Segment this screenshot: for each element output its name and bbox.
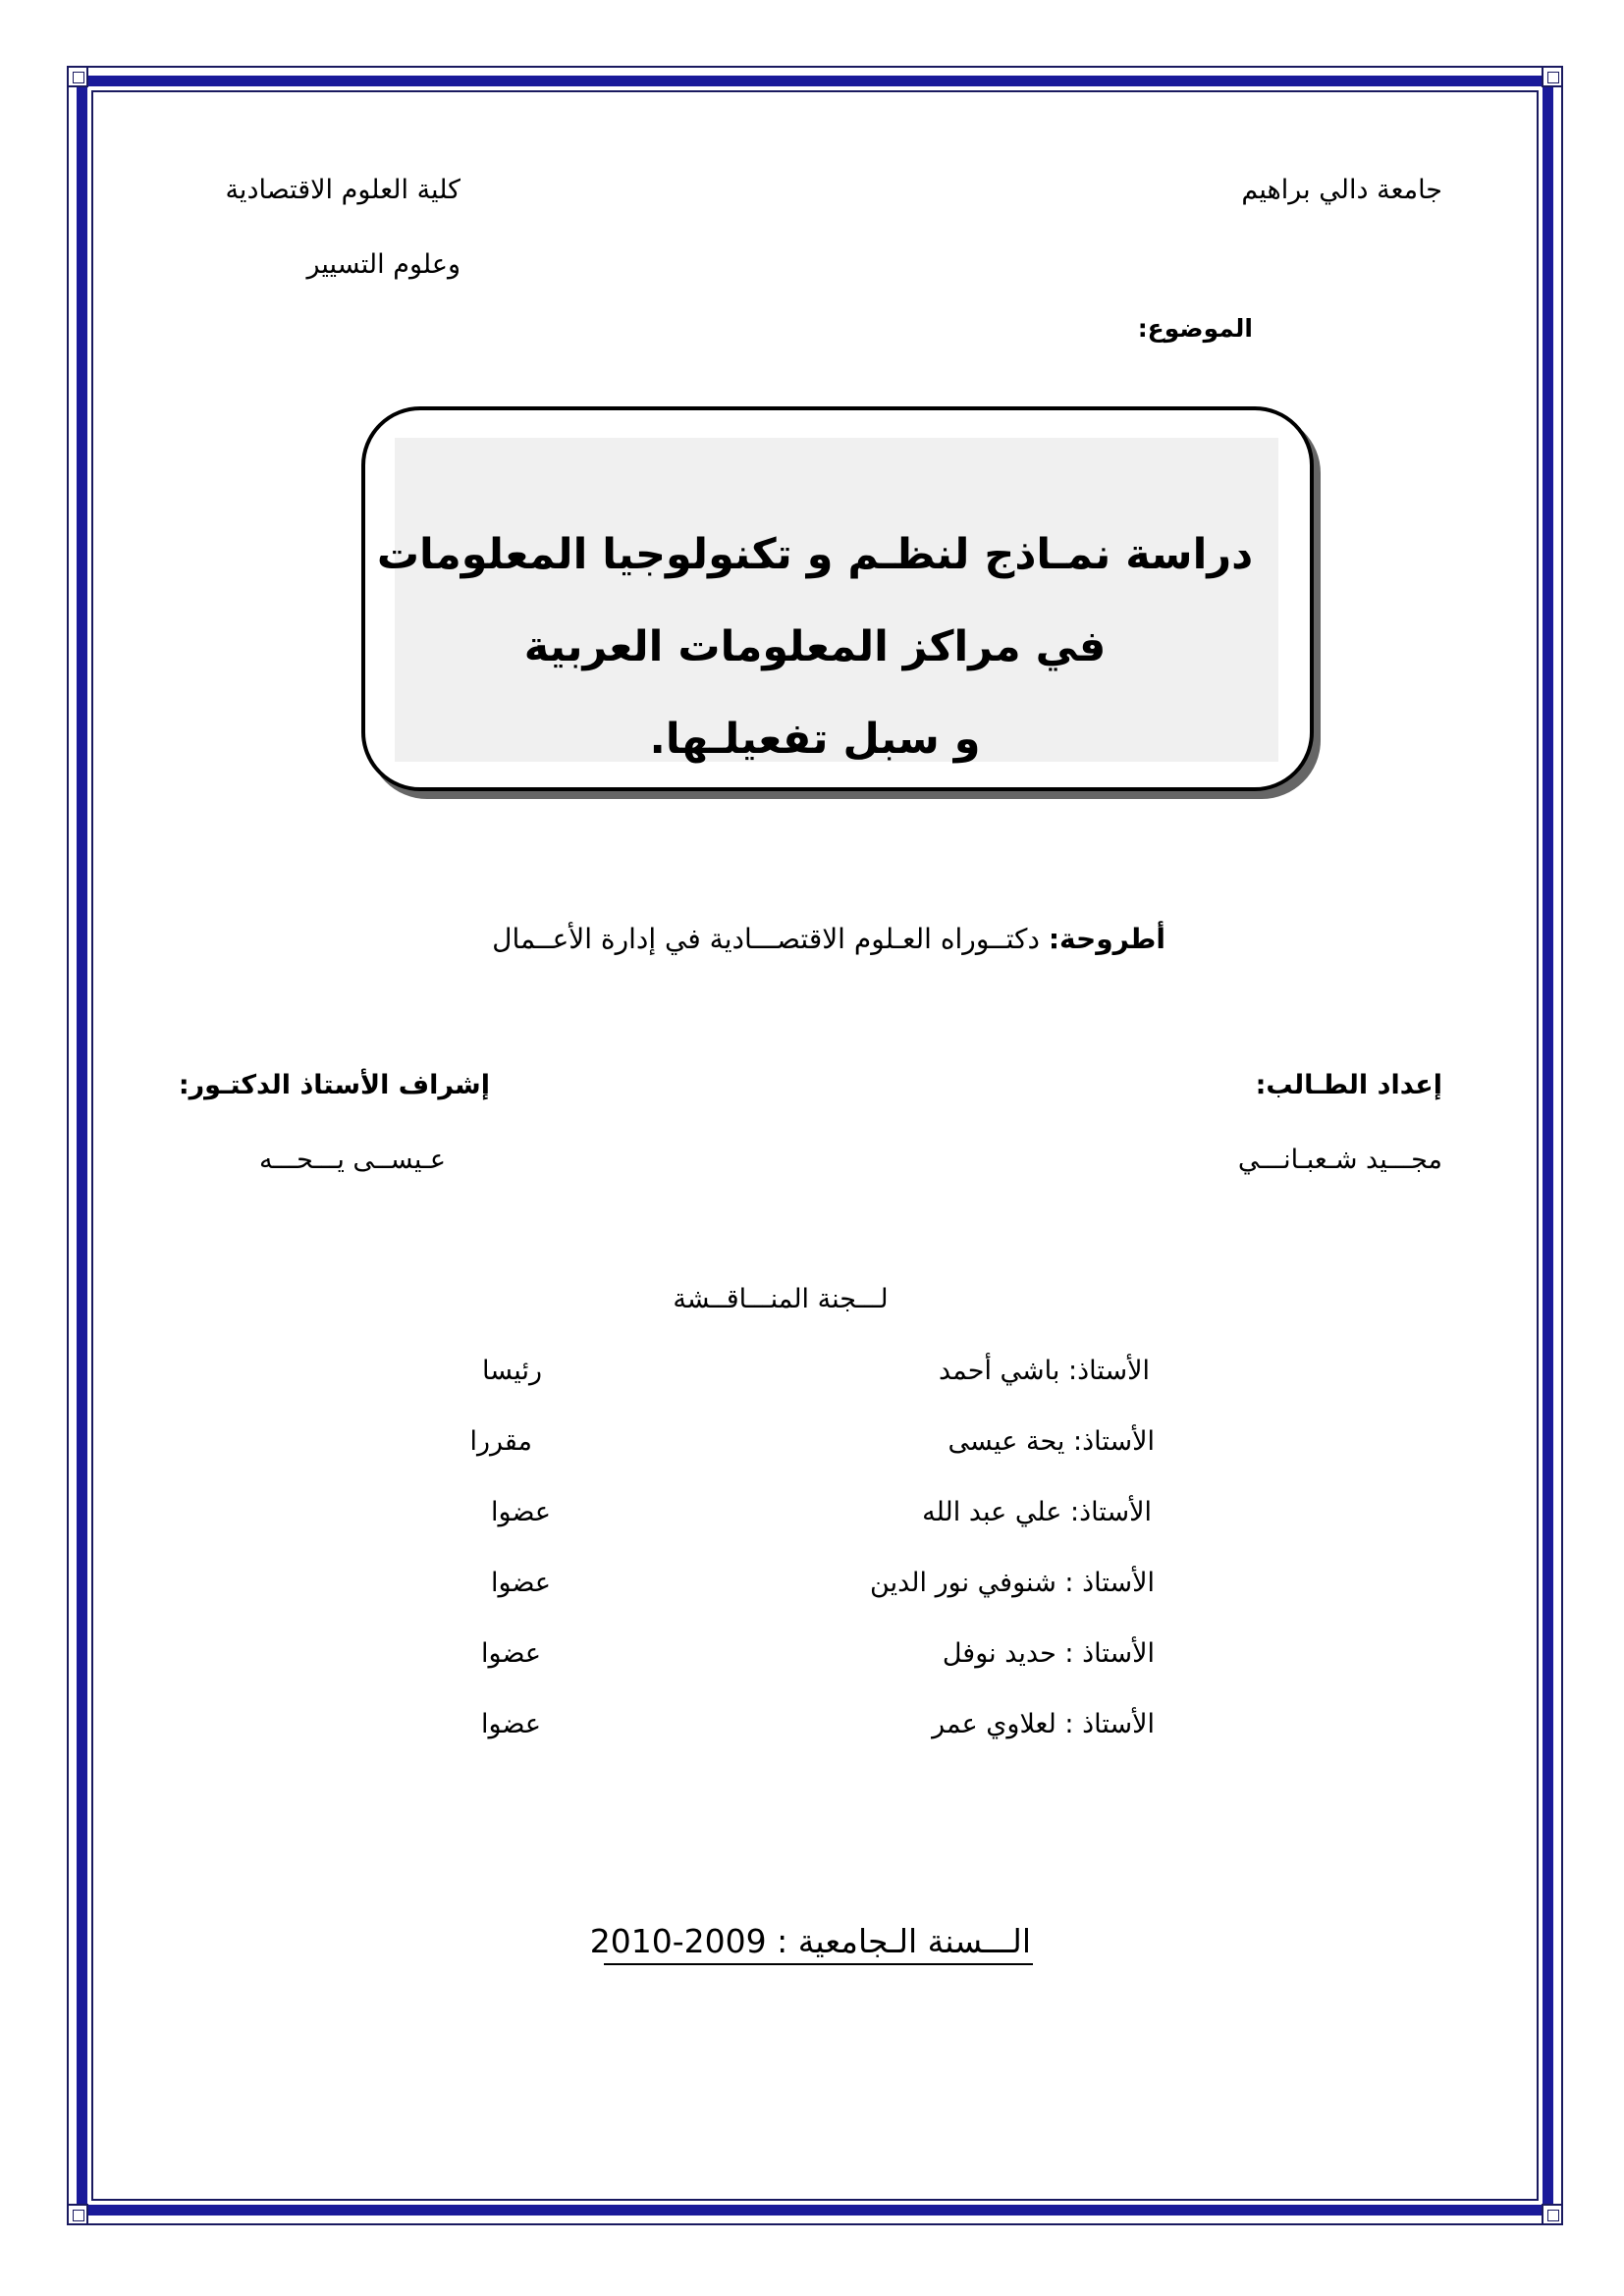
- university-name: جامعة دالي براهيم: [1241, 175, 1442, 205]
- corner-ornament-bottom-right: [1542, 2204, 1563, 2225]
- faculty-name-line2: وعلوم التسيير: [306, 249, 460, 280]
- academic-year-underline: [604, 1963, 1033, 1965]
- thesis-degree-text: دكتــوراه العـلوم الاقتصـــادية في إدارة الأعــمال: [492, 923, 1040, 955]
- thesis-title-line1: دراسة نمـاذج لنظـم و تكنولوجيا المعلومات: [376, 530, 1254, 579]
- corner-ornament-top-right: [1542, 66, 1563, 87]
- committee-member-name: الأستاذ: علي عبد الله: [922, 1497, 1152, 1527]
- subject-label: الموضوع:: [1137, 314, 1253, 343]
- thesis-label: أطروحة:: [1048, 923, 1165, 955]
- supervisor-label: إشراف الأستاذ الدكتـور:: [178, 1070, 490, 1100]
- committee-member-role: مقررا: [469, 1426, 532, 1457]
- faculty-name-line1: كلية العلوم الاقتصادية: [225, 175, 460, 205]
- thesis-title-line3: و سبل تفعيلـها.: [649, 715, 981, 764]
- committee-member-role: عضوا: [481, 1709, 541, 1739]
- committee-member-name: الأستاذ : حديد نوفل: [942, 1638, 1155, 1669]
- committee-member-name: الأستاذ : شنوفي نور الدين: [870, 1568, 1155, 1598]
- academic-year: الـــسنة الـجامعية : 2009-2010: [589, 1922, 1031, 1960]
- student-name: مجـــيد شـعبـانـــي: [1237, 1145, 1442, 1175]
- committee-member-role: عضوا: [491, 1568, 551, 1598]
- committee-member-role: عضوا: [491, 1497, 551, 1527]
- committee-member-name: الأستاذ: يحة عيسى: [947, 1426, 1155, 1457]
- thesis-degree: [380, 923, 1165, 955]
- committee-heading: لـــجنة المنـــاقــشة: [673, 1284, 889, 1314]
- committee-member-name: الأستاذ: باشي أحمد: [938, 1356, 1150, 1386]
- thesis-title-line2: في مراكز المعلومات العربية: [523, 622, 1107, 671]
- title-box-fill: [395, 438, 1278, 762]
- supervisor-name: عـيســى يـــحـــه: [258, 1145, 446, 1175]
- corner-ornament-bottom-left: [67, 2204, 88, 2225]
- committee-member-name: الأستاذ : لعلاوي عمر: [932, 1709, 1155, 1739]
- committee-member-role: رئيسا: [481, 1356, 542, 1386]
- corner-ornament-top-left: [67, 66, 88, 87]
- student-label: إعداد الطـالب:: [1255, 1070, 1442, 1100]
- committee-member-role: عضوا: [481, 1638, 541, 1669]
